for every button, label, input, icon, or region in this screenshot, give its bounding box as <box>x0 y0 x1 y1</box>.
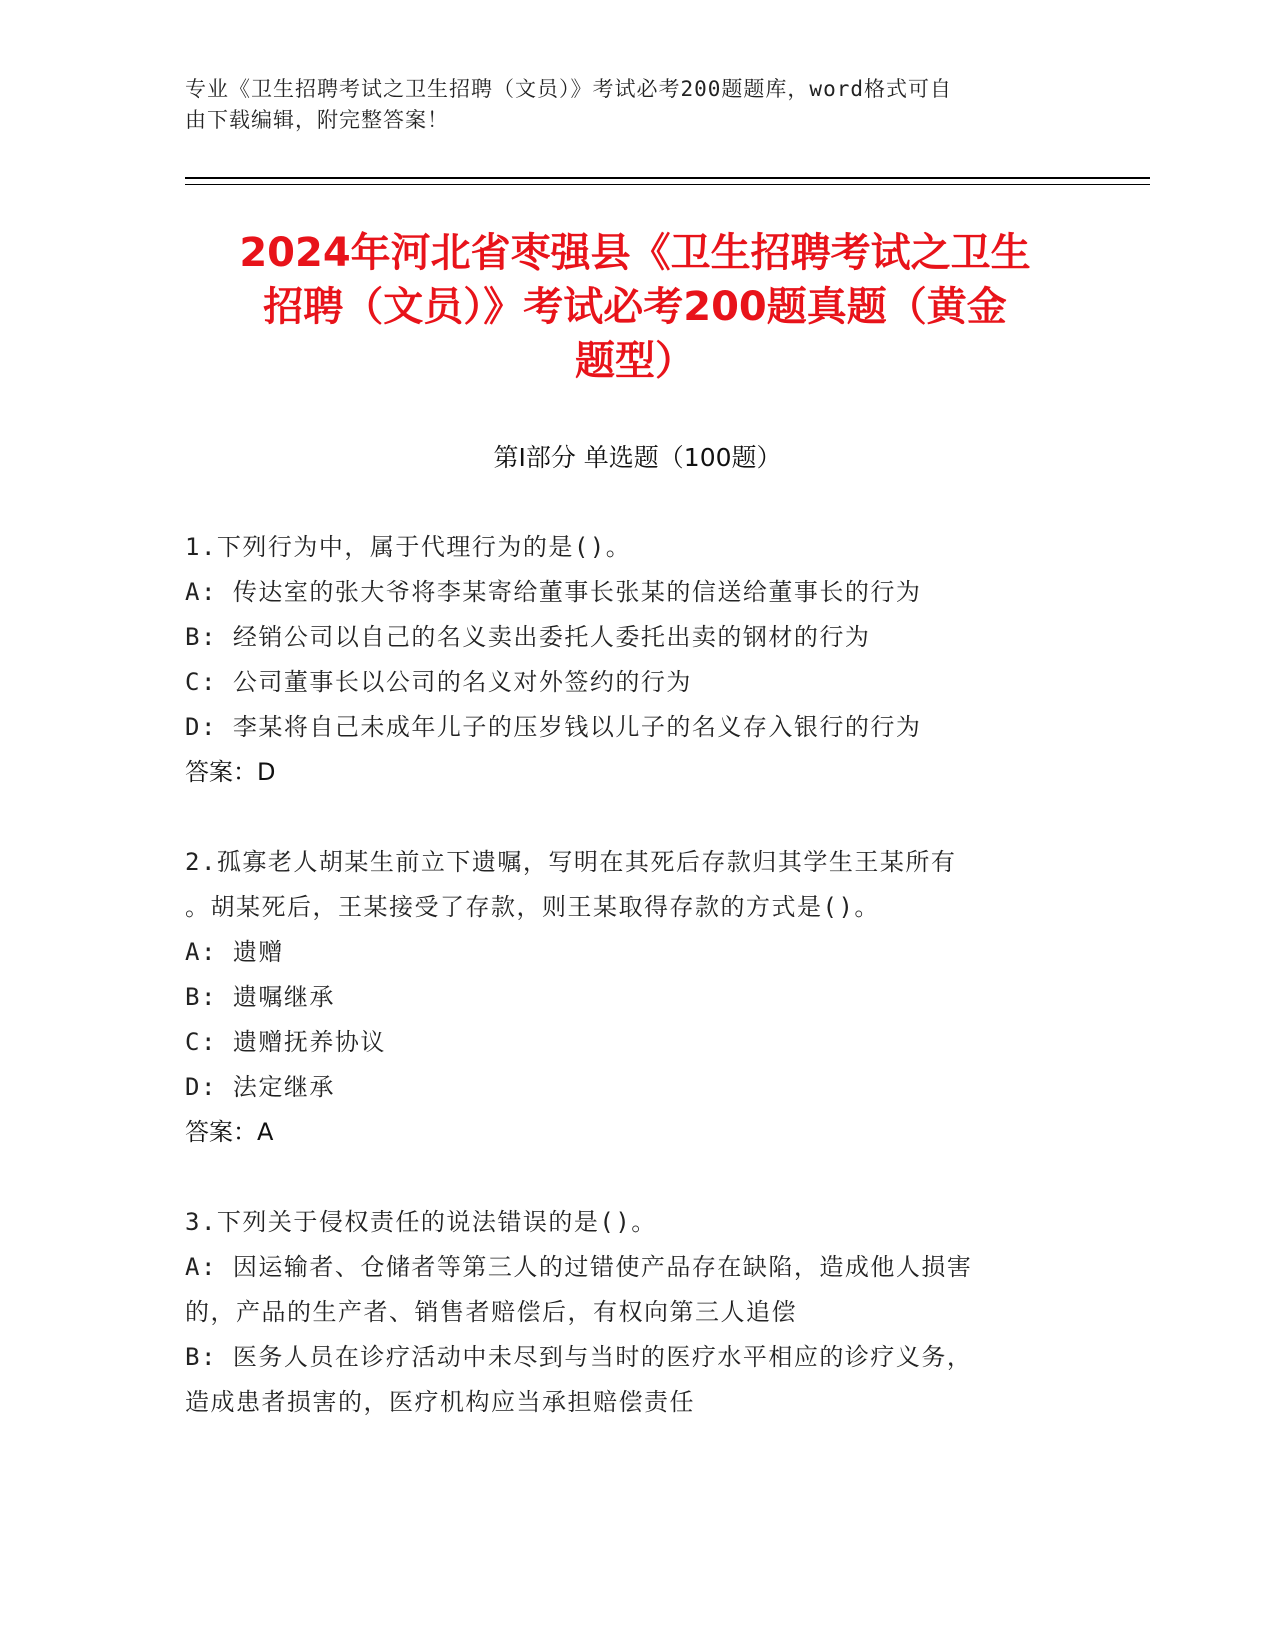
option-a: A: 传达室的张大爷将李某寄给董事长张某的信送给董事长的行为 <box>185 578 922 606</box>
document-title-line-1: 2024年河北省枣强县《卫生招聘考试之卫生 <box>239 230 1031 276</box>
option-a: A: 因运输者、仓储者等第三人的过错使产品存在缺陷，造成他人损害 <box>185 1253 973 1281</box>
option-c: C: 公司董事长以公司的名义对外签约的行为 <box>185 668 692 696</box>
option-a-continued: 的，产品的生产者、销售者赔偿后，有权向第三人追偿 <box>185 1298 797 1326</box>
option-b: B: 经销公司以自己的名义卖出委托人委托出卖的钢材的行为 <box>185 623 871 651</box>
option-c: C: 遗赠抚养协议 <box>185 1028 386 1056</box>
header-rule-thin <box>185 184 1150 185</box>
question-3 <box>185 1200 1085 1425</box>
question-stem-continued: 。胡某死后，王某接受了存款，则王某取得存款的方式是()。 <box>185 893 880 921</box>
question-stem: 3.下列关于侵权责任的说法错误的是()。 <box>185 1208 657 1236</box>
section-title: 第Ⅰ部分 单选题（100题） <box>493 443 782 472</box>
question-list <box>185 525 1085 1470</box>
option-b: B: 遗嘱继承 <box>185 983 335 1011</box>
document-title-line-2: 招聘（文员）》考试必考200题真题（黄金 <box>263 284 1007 330</box>
option-b: B: 医务人员在诊疗活动中未尽到与当时的医疗水平相应的诊疗义务， <box>185 1343 973 1371</box>
option-a: A: 遗赠 <box>185 938 284 966</box>
answer: 答案：D <box>185 758 276 786</box>
document-title-line-3: 题型） <box>575 338 695 384</box>
question-stem: 2.孤寡老人胡某生前立下遗嘱，写明在其死后存款归其学生王某所有 <box>185 848 957 876</box>
header-note-line-2: 由下载编辑，附完整答案！ <box>185 108 449 132</box>
option-b-continued: 造成患者损害的，医疗机构应当承担赔偿责任 <box>185 1388 695 1416</box>
option-d: D: 法定继承 <box>185 1073 335 1101</box>
header-note <box>185 74 1065 136</box>
option-d: D: 李某将自己未成年儿子的压岁钱以儿子的名义存入银行的行为 <box>185 713 922 741</box>
header-rule-thick <box>185 177 1150 179</box>
question-stem: 1.下列行为中，属于代理行为的是()。 <box>185 533 632 561</box>
answer: 答案：A <box>185 1118 274 1146</box>
question-2 <box>185 840 1085 1155</box>
question-1 <box>185 525 1085 795</box>
document-title <box>175 226 1095 388</box>
header-note-line-1: 专业《卫生招聘考试之卫生招聘（文员）》考试必考200题题库，word格式可自 <box>185 77 952 101</box>
